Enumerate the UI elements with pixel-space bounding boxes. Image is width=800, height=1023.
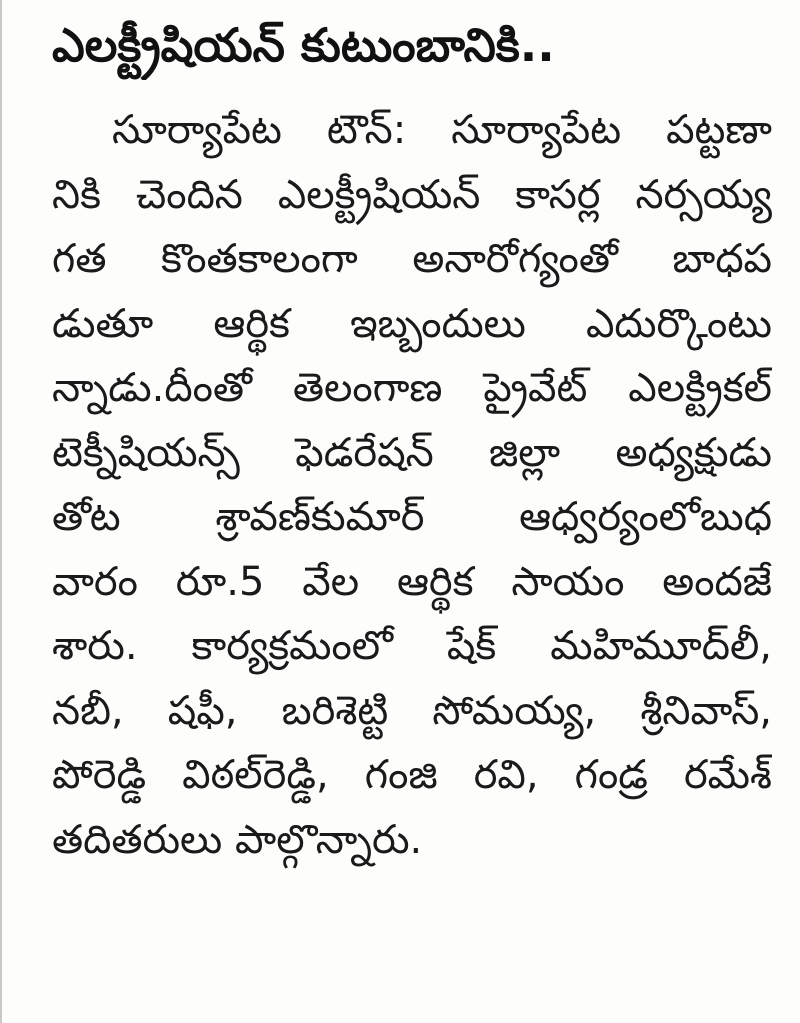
article-line: డుతూ ఆర్థిక ఇబ్బందులు ఎదుర్కొంటు [52, 300, 772, 347]
article-line: తోట శ్రావణ్‌కుమార్ ఆధ్వర్యంలోబుధ [52, 494, 772, 540]
article-line: తదితరులు పాల్గొన్నారు. [52, 816, 423, 863]
article-line: వారం రూ.5 వేల ఆర్థిక సాయం అందజే [52, 558, 772, 605]
article-line: నబీ, షఫీ, బరిశెట్టి సోమయ్య, శ్రీనివాస్, [52, 687, 772, 734]
article-line: టెక్నీషియన్స్ ఫెడరేషన్ జిల్లా అధ్యక్షుడు [52, 429, 772, 476]
article-line: శారు. కార్యక్రమంలో షేక్ మహిమూద్‌లీ, [52, 623, 772, 669]
article-body [52, 98, 772, 872]
article-line: సూర్యాపేట టౌన్: సూర్యాపేట పట్టణా [112, 107, 772, 153]
article-line: నికి చెందిన ఎలక్ట్రీషియన్ కాసర్ల నర్సయ్య [52, 171, 772, 218]
article-line: న్నాడు.దీంతో తెలంగాణ ప్రైవేట్ ఎలక్ట్రికల్ [52, 365, 772, 411]
column-divider [0, 0, 2, 1023]
article-line: గత కొంతకాలంగా అనారోగ్యంతో బాధప [52, 236, 772, 282]
article-line: పోరెడ్డి విఠల్‌రెడ్డి, గంజి రవి, గండ్ర రమేశ్ [52, 752, 772, 798]
article-headline: ఎలక్ట్రీషియన్ కుటుంబానికి.. [52, 18, 555, 72]
news-article [52, 10, 772, 872]
